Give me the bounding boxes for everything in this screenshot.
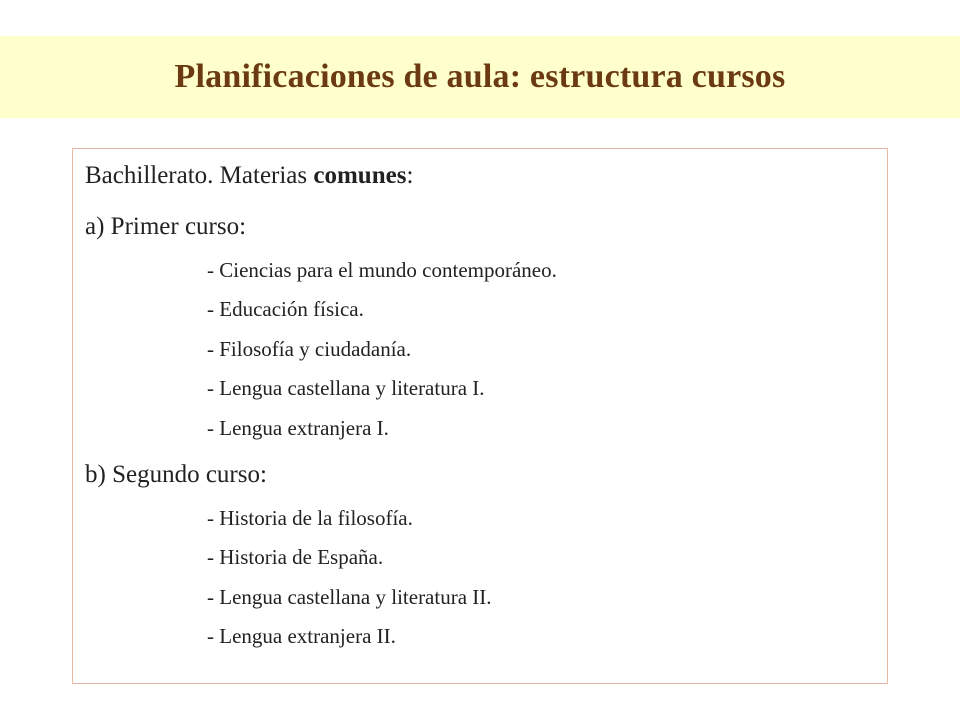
subject-item: - Lengua extranjera I. <box>207 416 389 440</box>
subject-item: - Educación física. <box>207 297 364 321</box>
intro-line <box>85 161 413 191</box>
content-box <box>72 148 888 684</box>
intro-bold-word: comunes <box>313 162 407 189</box>
subject-item: - Lengua castellana y literatura II. <box>207 585 492 609</box>
intro-prefix: Bachillerato. Materias <box>85 162 314 189</box>
course-heading-first: a) Primer curso: <box>85 213 247 240</box>
title-banner <box>0 36 960 118</box>
subject-item: - Historia de España. <box>207 545 384 569</box>
subject-item: - Lengua castellana y literatura I. <box>207 376 485 400</box>
subject-item: - Historia de la filosofía. <box>207 506 413 530</box>
subject-item: - Lengua extranjera II. <box>207 624 396 648</box>
page-title: Planificaciones de aula: estructura cursos <box>174 58 786 95</box>
intro-suffix: : <box>406 162 414 189</box>
subject-item: - Filosofía y ciudadanía. <box>207 337 412 361</box>
course-heading-second: b) Segundo curso: <box>85 461 267 488</box>
subject-item: - Ciencias para el mundo contemporáneo. <box>207 258 557 282</box>
